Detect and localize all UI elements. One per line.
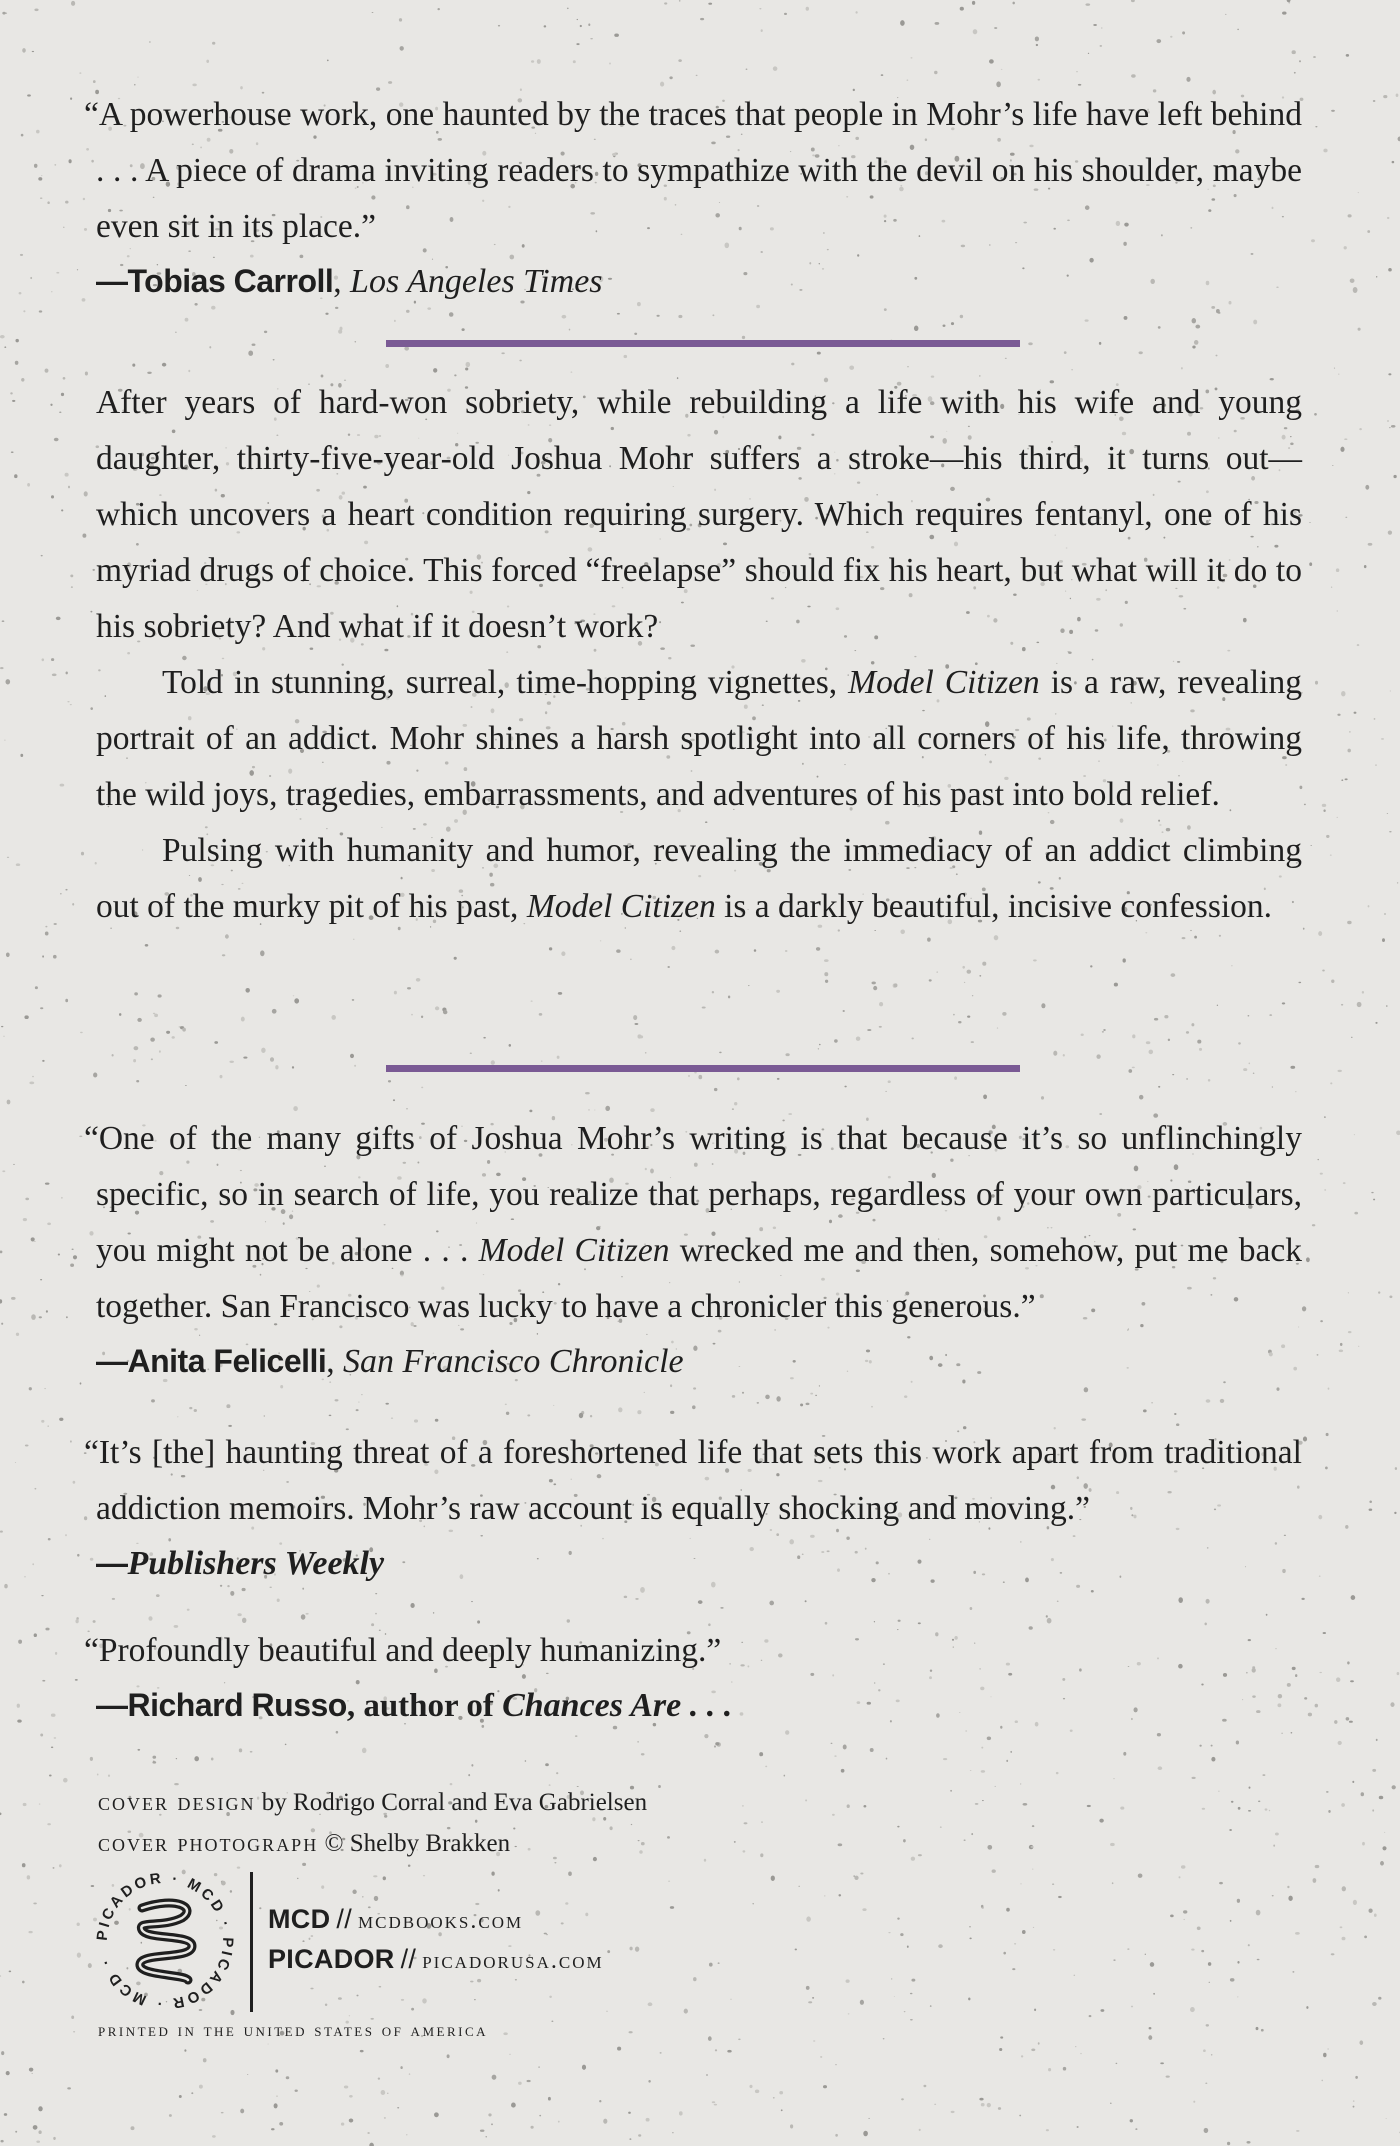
review-attribution: [96, 253, 1302, 310]
description-p2-text-b: is a raw, revealing portrait of an addict. Mohr shines a harsh spotlight into all corners of his life, throwing the wild joys, tragedies, embarrassments, and adventures of his past into bold relief.: [96, 664, 1302, 813]
description-paragraph-2: [96, 655, 1302, 823]
review-attribution: [96, 1535, 1302, 1592]
book-title: Model Citizen: [526, 888, 716, 925]
book-title: Model Citizen: [478, 1232, 670, 1269]
logo-ring-text: PICADOR · MCD · PICADOR · MCD ·: [93, 1869, 237, 2013]
review-quote: “It’s [the] haunting threat of a foreshortened life that sets this work apart from traditional addiction memoirs. Mohr’s raw account is equally shocking and moving.”: [84, 1434, 1302, 1527]
logo-divider-rule: [250, 1872, 253, 2012]
review-richard-russo: [84, 1623, 1302, 1734]
review-attribution: [96, 1333, 1302, 1390]
description-paragraph-1: After years of hard-won sobriety, while rebuilding a life with his wife and young daughter, thirty-five-year-old Joshua Mohr suffers a stroke—his third, it turns out—which uncovers a heart condition requiring surgery. Which requires fentanyl, one of his myriad drugs of choice. This forced “freelapse” should fix his heart, but what will it do to his sobriety? And what if it doesn’t work?: [96, 384, 1302, 645]
publisher-name: MCD: [268, 1904, 331, 1934]
book-title: Model Citizen: [848, 664, 1040, 701]
review-tobias-carroll: [84, 87, 1302, 310]
description-p2-text-a: Told in stunning, surreal, time-hopping vignettes,: [162, 664, 849, 701]
reviewer-name: Tobias Carroll: [127, 263, 334, 299]
quote-text-b: wrecked me and then, somehow, put me back together. San Francisco was lucky to have a chronicler this generous.”: [96, 1232, 1302, 1325]
publication-name: San Francisco Chronicle: [343, 1343, 684, 1380]
publisher-url: picadorusa.com: [422, 1948, 604, 1974]
author-of-text: , author of: [346, 1688, 503, 1724]
attribution-dash: —: [96, 1343, 128, 1379]
attribution-dash: —: [96, 1545, 128, 1581]
section-divider-top: [386, 340, 1020, 347]
cover-design-label: cover design: [98, 1787, 256, 1816]
review-quote: “Profoundly beautiful and deeply humanizing.”: [84, 1632, 722, 1669]
cover-design-value: by Rodrigo Corral and Eva Gabrielsen: [255, 1789, 648, 1816]
reviewer-name: Richard Russo: [127, 1687, 347, 1723]
quote-text-a: “One of the many gifts of Joshua Mohr’s writing is that because it’s so unflinchingly specific, so in search of life, you realize that perhaps, regardless of your own particulars, you might not be alone . . .: [84, 1120, 1302, 1269]
publisher-mcd: [268, 1904, 523, 1935]
review-publishers-weekly: [84, 1425, 1302, 1592]
description-p3-text-b: is a darkly beautiful, incisive confession.: [715, 888, 1273, 925]
publisher-name: PICADOR: [268, 1944, 395, 1974]
cover-photo-credit: [98, 1823, 647, 1864]
publisher-url: mcdbooks.com: [358, 1908, 524, 1934]
attribution-dash: —: [96, 263, 128, 299]
review-anita-felicelli: [84, 1111, 1302, 1390]
review-attribution: [96, 1677, 1302, 1734]
cover-design-credit: [98, 1782, 647, 1823]
section-divider-bottom: [386, 1065, 1020, 1072]
printed-in-usa: printed in the united states of america: [98, 2020, 489, 2041]
cover-photo-label: cover photograph: [98, 1828, 319, 1857]
book-title: Chances Are . . .: [502, 1687, 733, 1724]
description-paragraph-3: [96, 823, 1302, 935]
attribution-comma: ,: [333, 263, 351, 300]
publication-name: Publishers Weekly: [127, 1545, 385, 1582]
publisher-separator: //: [336, 1904, 352, 1934]
publisher-picador: [268, 1944, 604, 1975]
reviewer-name: Anita Felicelli: [127, 1343, 327, 1379]
attribution-comma: ,: [326, 1343, 344, 1380]
cover-photo-value: © Shelby Brakken: [318, 1830, 511, 1857]
description-p3-text-a: Pulsing with humanity and humor, revealing the immediacy of an addict climbing out of the murky pit of his past,: [96, 832, 1302, 925]
review-quote: [84, 1111, 1302, 1335]
publication-name: Los Angeles Times: [350, 263, 603, 300]
publisher-separator: //: [400, 1944, 417, 1974]
book-description: [96, 375, 1302, 935]
attribution-dash: —: [96, 1687, 128, 1723]
picador-mcd-spiral-logo: [92, 1868, 238, 2014]
review-quote: “A powerhouse work, one haunted by the traces that people in Mohr’s life have left behind . . . A piece of drama inviting readers to sympathize with the devil on his shoulder, maybe even sit in its place.”: [84, 96, 1302, 245]
cover-credits: [98, 1782, 647, 1864]
